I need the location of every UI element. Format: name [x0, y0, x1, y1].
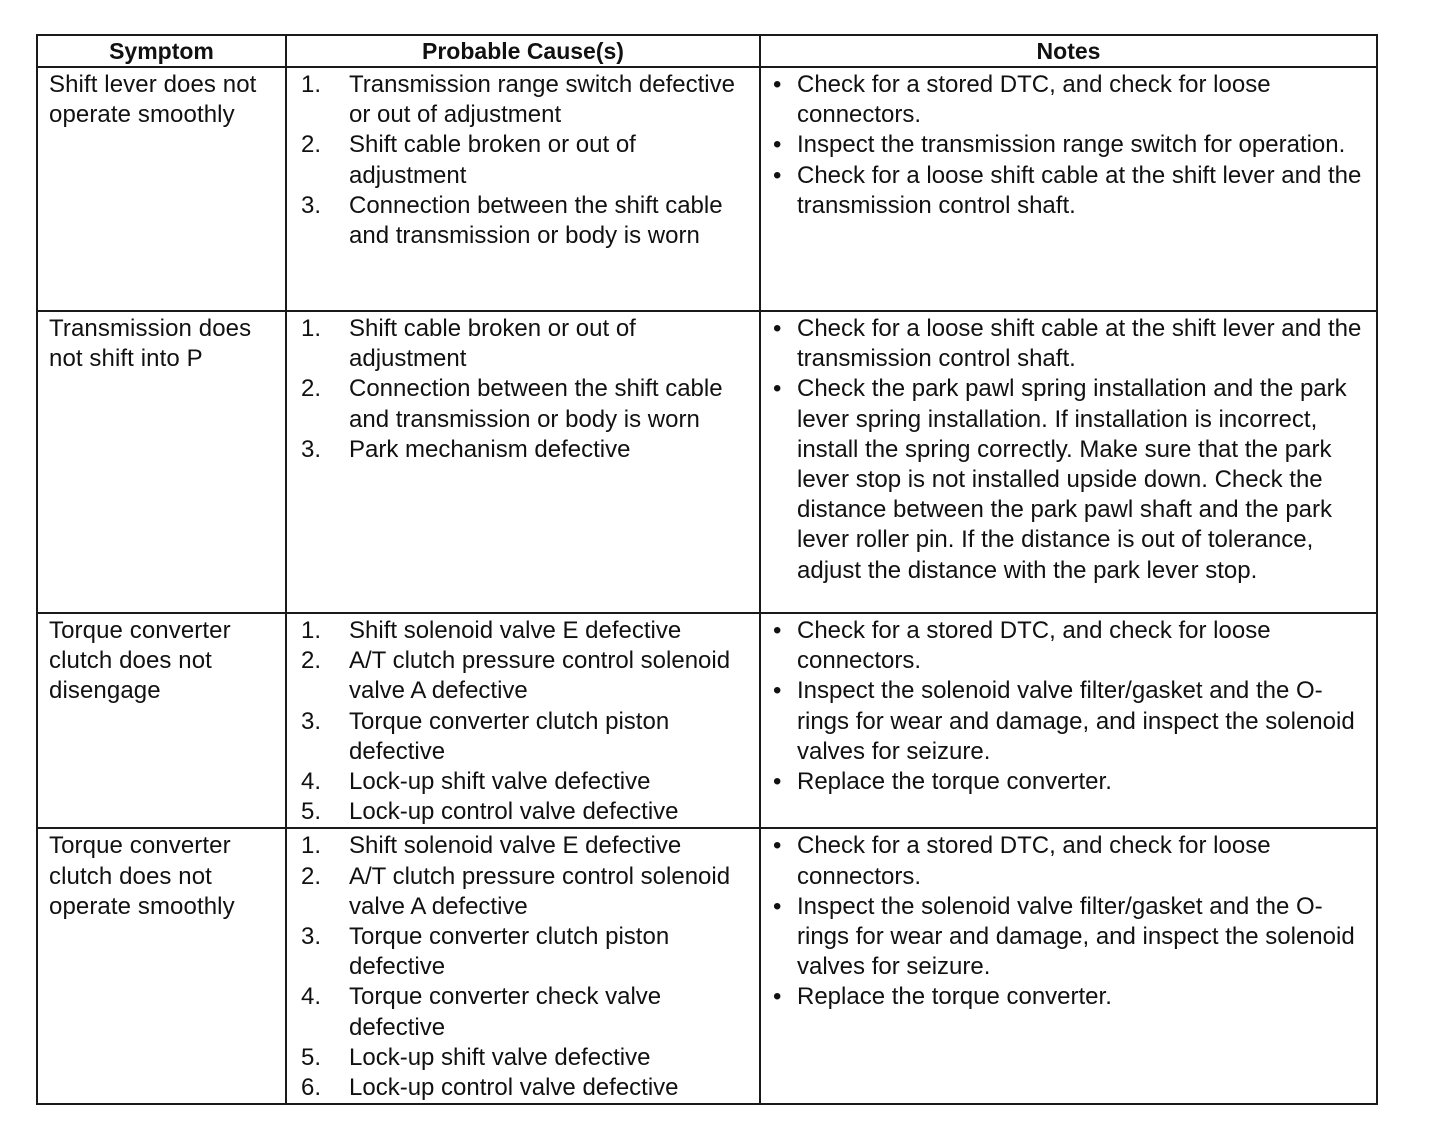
note-text: Check for a stored DTC, and check for loose connectors.: [797, 617, 1271, 675]
note-item: [773, 616, 1368, 676]
cause-item: [301, 191, 753, 251]
notes-list: [761, 614, 1376, 797]
notes-cell: [760, 828, 1377, 1104]
bullet-icon: •: [773, 315, 782, 342]
causes-list: [287, 614, 759, 827]
causes-cell: [286, 311, 760, 613]
cause-number: 2.: [301, 647, 322, 675]
cause-number: 6.: [301, 1074, 322, 1102]
note-text: Replace the torque converter.: [797, 983, 1112, 1011]
note-item: [773, 982, 1368, 1012]
bullet-icon: •: [773, 617, 782, 644]
notes-list: [761, 829, 1376, 1012]
note-text: Check for a stored DTC, and check for loose connectors.: [797, 832, 1271, 890]
cause-item: [301, 314, 753, 374]
note-text: Inspect the solenoid valve filter/gasket and the O-rings for wear and damage, and inspect the solenoid valves for seizure.: [797, 892, 1355, 981]
cause-number: 3.: [301, 923, 322, 951]
notes-cell: [760, 67, 1377, 311]
cause-item: [301, 646, 753, 706]
cause-text: Lock-up shift valve defective: [349, 768, 651, 796]
header-symptom: Symptom: [37, 35, 286, 67]
cause-item: [301, 862, 753, 922]
symptom-cell: [37, 613, 286, 828]
symptom-text: Shift lever does not operate smoothly: [49, 71, 257, 129]
cause-text: Park mechanism defective: [349, 435, 631, 463]
cause-number: 3.: [301, 707, 322, 735]
bullet-icon: •: [773, 832, 782, 860]
note-text: Inspect the transmission range switch for operation.: [797, 131, 1346, 159]
cause-number: 1.: [301, 71, 322, 98]
note-item: [773, 70, 1368, 130]
cause-number: 1.: [301, 832, 322, 860]
notes-list: [761, 68, 1376, 221]
notes-cell: [760, 311, 1377, 613]
cause-item: [301, 1073, 753, 1103]
cause-number: 2.: [301, 131, 322, 159]
header-notes: Notes: [760, 35, 1377, 67]
cause-text: Lock-up control valve defective: [349, 798, 679, 826]
symptom-cell: [37, 311, 286, 613]
note-item: [773, 130, 1368, 160]
cause-number: 2.: [301, 375, 322, 403]
symptom-text: Torque converter clutch does not operate smoothly: [49, 832, 235, 920]
causes-cell: [286, 67, 760, 311]
cause-number: 5.: [301, 1043, 322, 1071]
table-row: [37, 67, 1377, 311]
cause-number: 4.: [301, 768, 322, 796]
note-text: Check the park pawl spring installation and the park lever spring installation. If installation is incorrect, install the spring correctly. Make sure that the park lever stop is not installed upside down. Check the distance between the park pawl shaft and the park lever roller pin. If the distance is out of tolerance, adjust the distance with the park lever stop.: [797, 375, 1347, 584]
note-item: [773, 676, 1368, 767]
cause-item: [301, 616, 753, 646]
cause-number: 5.: [301, 798, 322, 826]
notes-cell: [760, 613, 1377, 828]
cause-text: Shift solenoid valve E defective: [349, 617, 682, 644]
symptom-text: Torque converter clutch does not disengage: [49, 617, 231, 705]
table-row: [37, 828, 1377, 1104]
cause-number: 1.: [301, 315, 322, 342]
cause-text: Shift cable broken or out of adjustment: [349, 315, 636, 373]
cause-text: Torque converter clutch piston defective: [349, 707, 670, 765]
table-header-row: [37, 35, 1377, 67]
cause-text: Connection between the shift cable and transmission or body is worn: [349, 191, 723, 250]
note-text: Replace the torque converter.: [797, 768, 1112, 796]
note-item: [773, 314, 1368, 374]
bullet-icon: •: [773, 892, 782, 920]
causes-list: [287, 829, 759, 1103]
cause-text: A/T clutch pressure control solenoid valve A defective: [349, 647, 731, 705]
cause-text: Connection between the shift cable and transmission or body is worn: [349, 375, 723, 433]
table-row: [37, 613, 1377, 828]
notes-list: [761, 312, 1376, 586]
note-item: [773, 831, 1368, 891]
cause-text: Transmission range switch defective or out of adjustment: [349, 71, 735, 129]
note-item: [773, 374, 1368, 585]
header-probable-causes: Probable Cause(s): [286, 35, 760, 67]
cause-item: [301, 797, 753, 827]
note-text: Check for a loose shift cable at the shift lever and the transmission control shaft.: [797, 315, 1362, 373]
cause-item: [301, 70, 753, 130]
bullet-icon: •: [773, 677, 782, 705]
cause-item: [301, 435, 753, 465]
symptom-cell: [37, 67, 286, 311]
cause-text: Lock-up control valve defective: [349, 1074, 679, 1102]
causes-cell: [286, 613, 760, 828]
note-item: [773, 892, 1368, 983]
causes-list: [287, 312, 759, 465]
cause-item: [301, 982, 753, 1042]
cause-text: Torque converter check valve defective: [349, 983, 662, 1041]
cause-text: A/T clutch pressure control solenoid valve A defective: [349, 862, 731, 920]
table-row: [37, 311, 1377, 613]
cause-text: Lock-up shift valve defective: [349, 1043, 651, 1071]
cause-number: 3.: [301, 191, 322, 219]
cause-text: Torque converter clutch piston defective: [349, 923, 670, 981]
cause-number: 3.: [301, 435, 322, 463]
cause-text: Shift solenoid valve E defective: [349, 832, 682, 860]
note-text: Check for a loose shift cable at the shift lever and the transmission control shaft.: [797, 161, 1362, 219]
note-item: [773, 767, 1368, 797]
cause-number: 2.: [301, 862, 322, 890]
causes-list: [287, 68, 759, 251]
bullet-icon: •: [773, 375, 782, 403]
cause-number: 4.: [301, 983, 322, 1011]
cause-item: [301, 130, 753, 190]
cause-number: 1.: [301, 617, 322, 644]
cause-item: [301, 922, 753, 982]
note-item: [773, 161, 1368, 221]
bullet-icon: •: [773, 768, 782, 796]
symptom-text: Transmission does not shift into P: [49, 315, 252, 373]
note-text: Inspect the solenoid valve filter/gasket and the O-rings for wear and damage, and inspect the solenoid valves for seizure.: [797, 677, 1355, 765]
cause-item: [301, 831, 753, 861]
troubleshooting-table: [36, 34, 1378, 1105]
cause-item: [301, 707, 753, 767]
cause-text: Shift cable broken or out of adjustment: [349, 131, 636, 189]
troubleshooting-table-container: [36, 34, 1376, 1102]
bullet-icon: •: [773, 983, 782, 1011]
bullet-icon: •: [773, 71, 782, 98]
note-text: Check for a stored DTC, and check for loose connectors.: [797, 71, 1271, 129]
cause-item: [301, 374, 753, 434]
cause-item: [301, 767, 753, 797]
bullet-icon: •: [773, 161, 782, 189]
causes-cell: [286, 828, 760, 1104]
symptom-cell: [37, 828, 286, 1104]
cause-item: [301, 1043, 753, 1073]
bullet-icon: •: [773, 131, 782, 159]
